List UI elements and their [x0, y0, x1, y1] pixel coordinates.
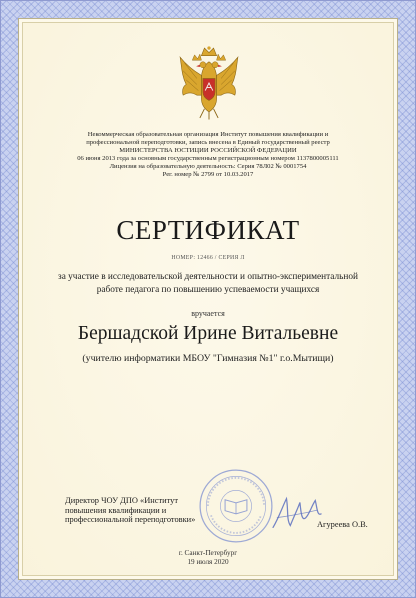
director-line: повышения квалификации и	[65, 505, 167, 515]
organization-line: МИНИСТЕРСТВА ЮСТИЦИИ РОССИЙСКОЙ ФЕДЕРАЦИИ	[119, 146, 297, 154]
crown-icon	[192, 46, 225, 60]
organization-line: Рег. номер № 2799 от 10.03.2017	[162, 170, 254, 178]
issue-date: 19 июля 2020	[187, 557, 229, 566]
recipient-position: (учителю информатики МБОУ "Гимназия №1" г.о.Мытищи)	[82, 353, 334, 364]
award-reason-line: работе педагога по повышению успеваемости учащихся	[96, 284, 320, 295]
certificate-title: СЕРТИФИКАТ	[116, 215, 300, 245]
issue-place-date	[1, 549, 415, 566]
award-reason-line: за участие в исследовательской деятельности и опытно-экспериментальной	[58, 272, 358, 282]
issue-city: г. Санкт-Петербург	[178, 549, 238, 557]
signer-name: Агуреева О.В.	[317, 520, 368, 529]
organization-details	[1, 131, 415, 178]
organization-line: Некоммерческая образовательная организация Институт повышения квалификации и	[87, 131, 329, 138]
book-icon	[225, 500, 247, 514]
organization-line: Лицензия на образовательную деятельность: Серия 78Л02 № 0001754	[109, 162, 307, 170]
director-title	[65, 496, 195, 525]
organization-line: 06 июня 2013 года за основным государственным регистрационным номером 1137800005111	[77, 154, 339, 162]
award-reason	[1, 271, 415, 296]
director-line: Директор ЧОУ ДПО «Институт	[65, 496, 178, 505]
coat-of-arms-emblem	[171, 45, 247, 121]
handwritten-signature	[269, 489, 327, 537]
official-stamp	[197, 467, 275, 545]
certificate-number: НОМЕР: 12466 / СЕРИЯ Л	[171, 255, 245, 261]
shield-icon	[203, 78, 215, 100]
organization-line: профессиональной переподготовки, запись внесена в Единый государственный реестр	[86, 138, 330, 146]
awarded-label: вручается	[191, 309, 225, 318]
recipient-name: Бершадской Ирине Витальевне	[77, 323, 339, 344]
director-line: профессиональной переподготовки»	[65, 515, 196, 525]
